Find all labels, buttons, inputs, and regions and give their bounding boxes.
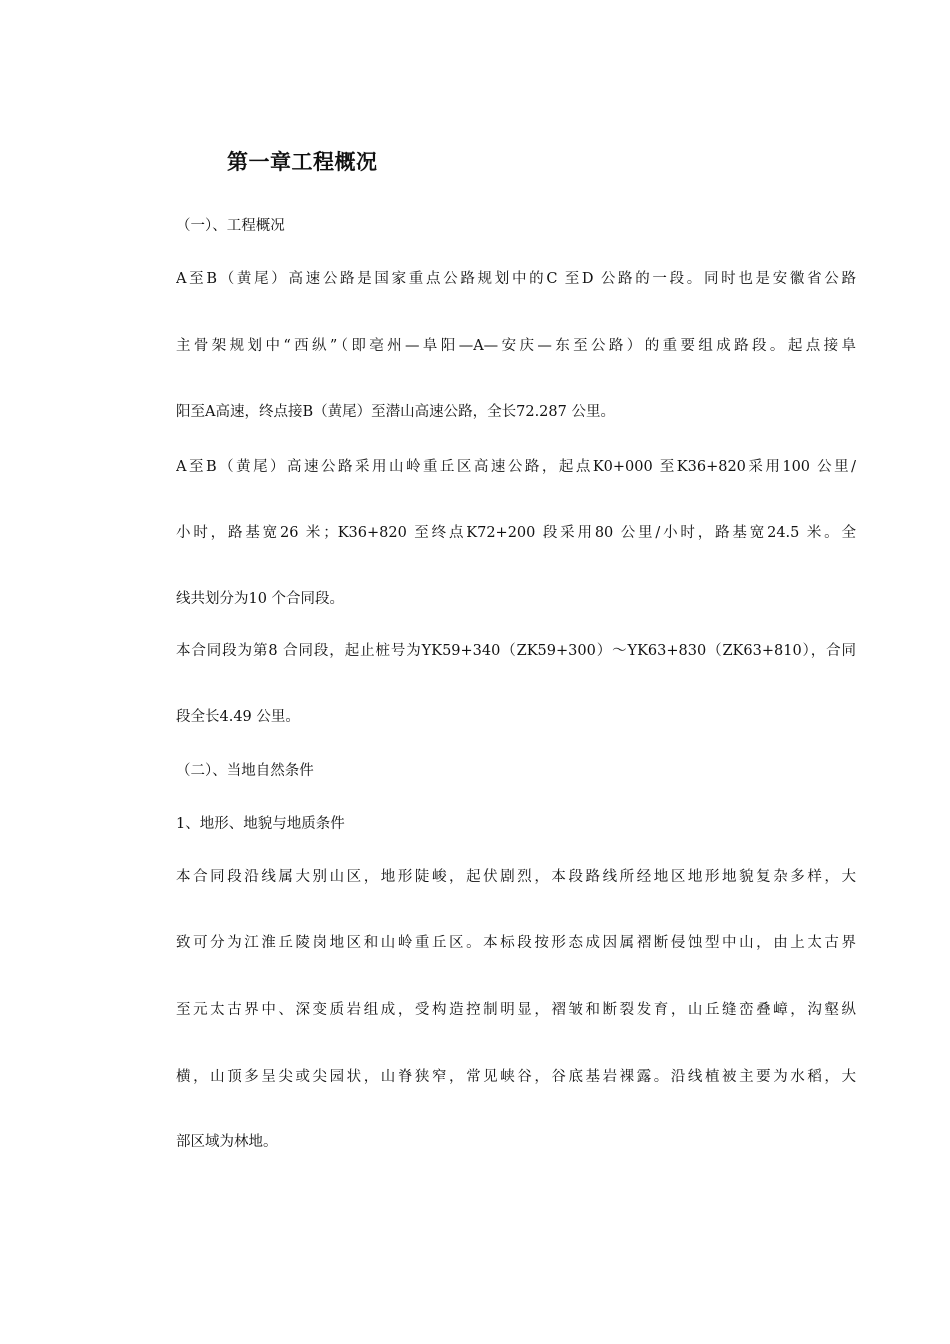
paragraph-line: 主骨架规划中“西纵”（即亳州—阜阳—A—安庆—东至公路）的重要组成路段。起点接阜 [176,338,856,354]
section-heading-overview: （一）、工程概况 [176,218,285,234]
subsection-heading-terrain: 1、地形、地貌与地质条件 [176,816,345,832]
section-heading-natural-conditions: （二）、当地自然条件 [176,763,314,779]
paragraph-line: 段全长4.49 公里。 [176,709,300,725]
paragraph-line: 横，山顶多呈尖或尖园状，山脊狭窄，常见峡谷，谷底基岩裸露。沿线植被主要为水稻，大 [176,1069,856,1085]
paragraph-line: 致可分为江淮丘陵岗地区和山岭重丘区。本标段按形态成因属褶断侵蚀型中山，由上太古界 [176,935,856,951]
paragraph-line: 本合同段沿线属大别山区，地形陡峻，起伏剧烈，本段路线所经地区地形地貌复杂多样，大 [176,869,856,885]
paragraph-line: 至元太古界中、深变质岩组成，受构造控制明显，褶皱和断裂发育，山丘缝峦叠嶂，沟壑纵 [176,1002,856,1018]
paragraph-line: A至B（黄尾）高速公路采用山岭重丘区高速公路，起点K0+000 至K36+820采用100 公里/ [176,459,856,475]
paragraph-line: 线共划分为10 个合同段。 [176,591,345,607]
paragraph-line: 阳至A高速，终点接B（黄尾）至潜山高速公路，全长72.287 公里。 [176,404,615,420]
chapter-title: 第一章工程概况 [227,150,378,174]
paragraph-line: 部区域为林地。 [176,1134,278,1150]
paragraph-line: 小时，路基宽26 米；K36+820 至终点K72+200 段采用80 公里/小时，路基宽24.5 米。全 [176,525,856,541]
paragraph-line: 本合同段为第8 合同段，起止桩号为YK59+340（ZK59+300）～YK63+830（ZK63+810），合同 [176,643,856,659]
paragraph-line: A至B（黄尾）高速公路是国家重点公路规划中的C 至D 公路的一段。同时也是安徽省公路 [176,271,856,287]
